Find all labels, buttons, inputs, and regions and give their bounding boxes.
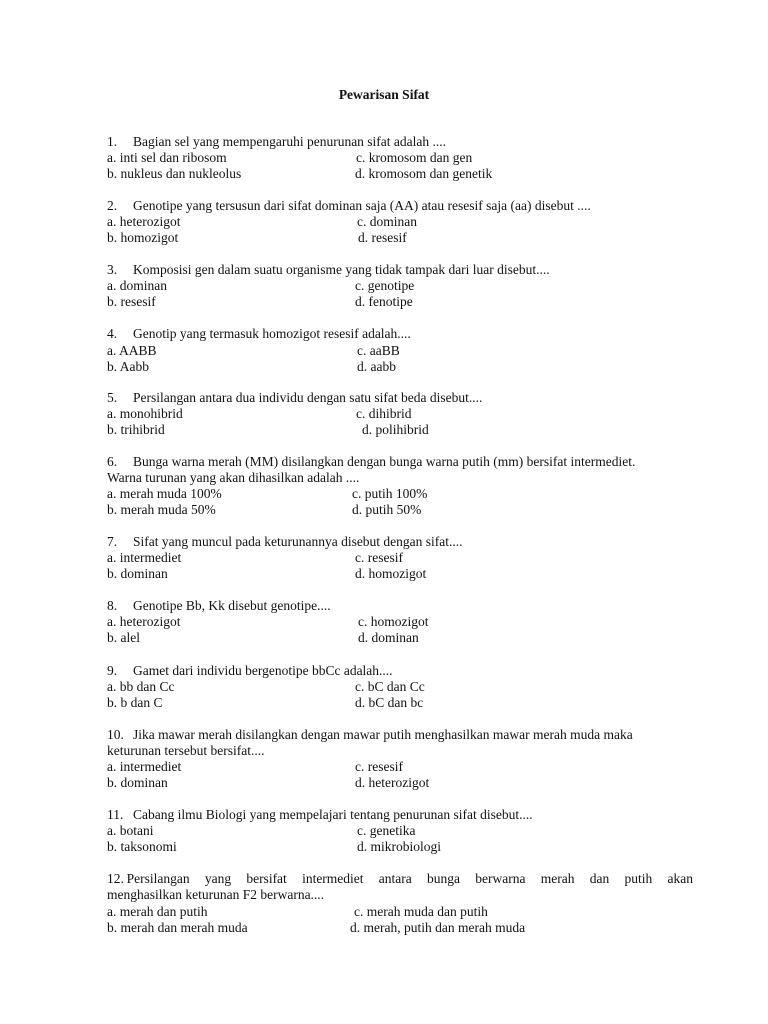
option-c: c. dihibrid	[356, 406, 412, 421]
option-b: b. b dan C	[107, 695, 163, 710]
question-text: Genotip yang termasuk homozigot resesif adalah....	[133, 326, 411, 341]
option-a: a. intermediet	[107, 759, 182, 774]
question-number: 8.	[107, 598, 118, 613]
option-d: d. putih 50%	[352, 502, 422, 517]
option-c: c. resesif	[355, 759, 403, 774]
question-number: 11.	[107, 807, 124, 822]
question-4	[107, 326, 411, 342]
question-11	[107, 807, 533, 823]
question-10	[107, 727, 633, 743]
question-number: 12.	[107, 871, 124, 886]
question-text: Bagian sel yang mempengaruhi penurunan sifat adalah ....	[133, 134, 447, 149]
option-d: d. aabb	[357, 359, 396, 374]
question-12	[107, 871, 693, 887]
question-number: 5.	[107, 390, 118, 405]
question-2	[107, 198, 591, 214]
option-b: b. dominan	[107, 775, 168, 790]
option-d: d. merah, putih dan merah muda	[350, 920, 526, 935]
question-3	[107, 262, 550, 278]
option-b: b. alel	[107, 630, 140, 645]
option-d: d. mikrobiologi	[357, 839, 441, 854]
option-c: c. genotipe	[355, 278, 415, 293]
option-d: d. dominan	[358, 630, 419, 645]
option-a: a. inti sel dan ribosom	[107, 150, 227, 165]
question-number: 3.	[107, 262, 118, 277]
option-c: c. putih 100%	[352, 486, 428, 501]
question-text: Jika mawar merah disilangkan dengan mawar putih menghasilkan mawar merah muda maka	[133, 727, 633, 742]
question-text: Sifat yang muncul pada keturunannya disebut dengan sifat....	[133, 534, 463, 549]
option-a: a. AABB	[107, 343, 157, 358]
question-8	[107, 598, 331, 614]
option-b: b. merah muda 50%	[107, 502, 216, 517]
option-b: b. resesif	[107, 294, 156, 309]
option-c: c. merah muda dan putih	[354, 904, 488, 919]
question-text: Gamet dari individu bergenotipe bbCc adalah....	[133, 663, 393, 678]
question-number: 2.	[107, 198, 118, 213]
question-text: Persilangan yang bersifat intermediet antara bunga berwarna merah dan putih akan	[126, 871, 693, 886]
option-c: c. homozigot	[358, 614, 429, 629]
option-c: c. resesif	[355, 550, 403, 565]
question-number: 10.	[107, 727, 124, 742]
option-d: d. bC dan bc	[355, 695, 424, 710]
option-a: a. bb dan Cc	[107, 679, 175, 694]
page-title: Pewarisan Sifat	[338, 87, 430, 102]
question-7	[107, 534, 463, 550]
question-number: 6.	[107, 454, 118, 469]
question-number: 7.	[107, 534, 118, 549]
option-d: d. homozigot	[355, 566, 427, 581]
question-number: 4.	[107, 326, 118, 341]
option-c: c. dominan	[357, 214, 417, 229]
question-text: Bunga warna merah (MM) disilangkan dengan bunga warna putih (mm) bersifat intermediet.	[133, 454, 636, 469]
question-9	[107, 663, 393, 679]
option-d: d. resesif	[358, 230, 407, 245]
option-b: b. nukleus dan nukleolus	[107, 166, 242, 181]
option-d: d. polihibrid	[362, 422, 429, 437]
question-6	[107, 454, 635, 470]
question-5	[107, 390, 482, 406]
question-text-continued: Warna turunan yang akan dihasilkan adalah ....	[107, 470, 360, 485]
question-text: Cabang ilmu Biologi yang mempelajari tentang penurunan sifat disebut....	[133, 807, 533, 822]
option-a: a. heterozigot	[107, 614, 181, 629]
option-a: a. merah muda 100%	[107, 486, 222, 501]
question-text: Genotipe Bb, Kk disebut genotipe....	[133, 598, 331, 613]
option-b: b. Aabb	[107, 359, 149, 374]
option-b: b. homozigot	[107, 230, 179, 245]
question-text: Genotipe yang tersusun dari sifat dominan saja (AA) atau resesif saja (aa) disebut ....	[133, 198, 591, 213]
option-b: b. trihibrid	[107, 422, 165, 437]
option-d: d. kromosom dan genetik	[355, 166, 493, 181]
option-b: b. taksonomi	[107, 839, 177, 854]
question-text-continued: keturunan tersebut bersifat....	[107, 743, 265, 758]
question-text: Komposisi gen dalam suatu organisme yang tidak tampak dari luar disebut....	[133, 262, 550, 277]
option-d: d. fenotipe	[355, 294, 413, 309]
question-1	[107, 134, 446, 150]
option-a: a. merah dan putih	[107, 904, 208, 919]
question-number: 9.	[107, 663, 118, 678]
question-text-continued: menghasilkan keturunan F2 berwarna....	[107, 887, 325, 902]
option-a: a. heterozigot	[107, 214, 181, 229]
option-a: a. botani	[107, 823, 154, 838]
option-a: a. monohibrid	[107, 406, 183, 421]
option-d: d. heterozigot	[355, 775, 430, 790]
option-a: a. intermediet	[107, 550, 182, 565]
option-c: c. aaBB	[357, 343, 400, 358]
option-c: c. bC dan Cc	[355, 679, 425, 694]
option-b: b. dominan	[107, 566, 168, 581]
question-text: Persilangan antara dua individu dengan satu sifat beda disebut....	[133, 390, 483, 405]
option-a: a. dominan	[107, 278, 167, 293]
option-c: c. genetika	[357, 823, 416, 838]
question-number: 1.	[107, 134, 118, 149]
option-b: b. merah dan merah muda	[107, 920, 248, 935]
option-c: c. kromosom dan gen	[356, 150, 473, 165]
